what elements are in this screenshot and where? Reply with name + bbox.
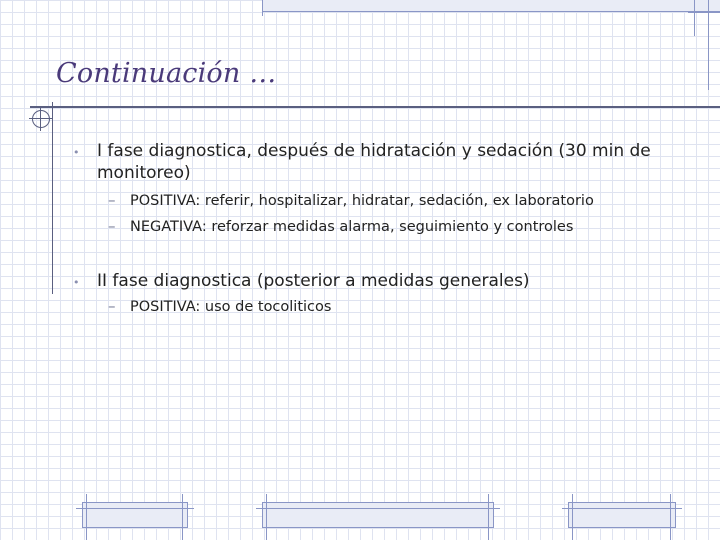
bullet-icon: • — [73, 276, 80, 289]
left-vertical-rule — [52, 102, 53, 294]
bottom-decor-box — [82, 502, 188, 528]
top-decor-line — [262, 0, 263, 16]
bottom-decor-line — [182, 494, 183, 540]
bottom-decor-line — [86, 494, 87, 540]
top-decor-tick — [688, 12, 720, 13]
top-decor-band — [262, 0, 720, 12]
bottom-decor-line — [256, 508, 500, 509]
bottom-decor-line — [266, 494, 267, 540]
bottom-decor-line — [562, 508, 682, 509]
top-decor-line — [694, 0, 695, 36]
title-underline — [30, 106, 720, 108]
dash-icon: – — [108, 217, 116, 235]
sub-bullet-item: NEGATIVA: reforzar medidas alarma, seguimiento y controles — [130, 219, 574, 235]
sub-bullet-item: POSITIVA: referir, hospitalizar, hidratar, sedación, ex laboratorio — [130, 193, 594, 209]
bullet-item: I fase diagnostica, después de hidratación y sedación (30 min de monitoreo) — [97, 141, 651, 183]
bottom-decor-box — [568, 502, 676, 528]
bottom-decor-line — [670, 494, 671, 540]
bullet-item: II fase diagnostica (posterior a medidas generales) — [97, 271, 530, 291]
bottom-decor-box — [262, 502, 494, 528]
bullet-icon: • — [73, 146, 80, 159]
crosshair-circle-icon — [32, 110, 50, 128]
dash-icon: – — [108, 191, 116, 209]
bottom-decor-line — [488, 494, 489, 540]
bottom-decor-line — [572, 494, 573, 540]
slide-title: Continuación … — [56, 58, 277, 89]
top-decor-line — [708, 0, 709, 90]
dash-icon: – — [108, 297, 116, 315]
bottom-decor-line — [76, 508, 194, 509]
sub-bullet-item: POSITIVA: uso de tocoliticos — [130, 299, 332, 315]
